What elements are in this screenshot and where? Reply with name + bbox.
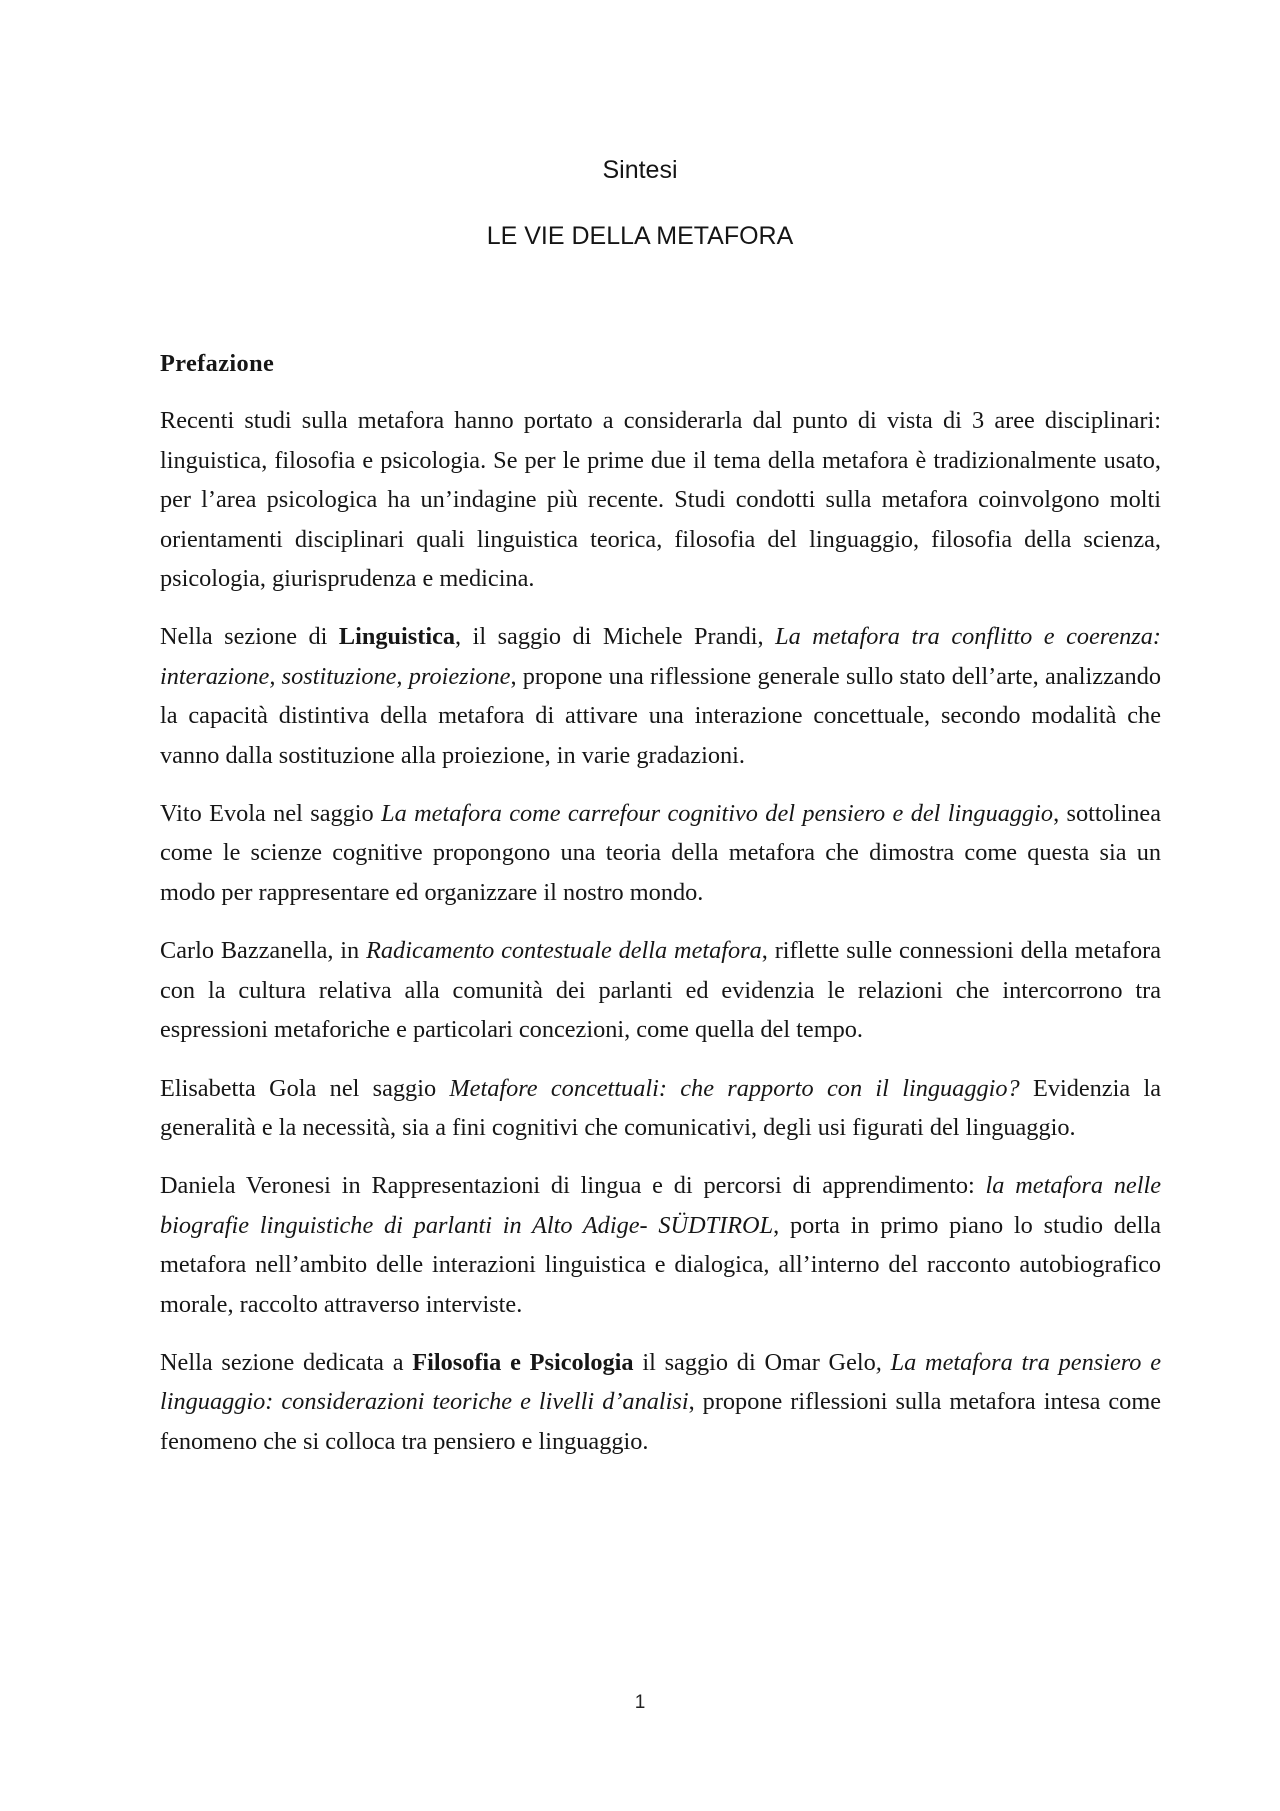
paragraph-text: Carlo Bazzanella, in: [160, 937, 367, 965]
essay-title: la metafora nelle biografie linguistiche di parlanti in Alto Adige- SÜDTIROL: [160, 1172, 1161, 1239]
section-heading: Prefazione: [160, 350, 275, 377]
paragraph-text: Daniela Veronesi in Rappresentazioni di lingua e di percorsi di apprendimento:: [160, 1172, 986, 1200]
paragraph-text: , porta in primo piano lo studio della metafora nell’ambito delle interazioni linguistica e dialogica, all’interno del racconto autobiografico morale, raccolto attraverso interviste.: [160, 1211, 1161, 1318]
paragraph-filosofia: [160, 1343, 1161, 1461]
paragraph-text: , propone riflessioni sulla metafora intesa come fenomeno che si colloca tra pensiero e linguaggio.: [160, 1388, 1161, 1455]
paragraph-text: Nella sezione di: [160, 623, 339, 651]
paragraph-text: il saggio di Omar Gelo: [633, 1348, 876, 1376]
paragraph-text: , propone una riflessione generale sullo stato dell’arte, analizzando la capacità distintiva della metafora di attivare una interazione concettuale, secondo modalità che vanno dalla sostituzione alla proiezione, in varie gradazioni.: [160, 662, 1161, 769]
essay-title: La metafora come carrefour cognitivo del pensiero e del linguaggio: [381, 800, 1054, 828]
essay-title: Radicamento contestuale della metafora: [366, 937, 762, 965]
bold-term: Linguistica: [338, 623, 456, 651]
document-body: [160, 344, 1161, 1461]
essay-title: , La metafora tra pensiero e linguaggio: considerazioni teoriche e livelli d’analisi: [160, 1348, 1161, 1416]
paragraph-text: Elisabetta Gola nel saggio: [160, 1074, 450, 1102]
paragraph-linguistica: [160, 617, 1161, 775]
paragraph-gola: [160, 1069, 1161, 1148]
page-number: 1: [634, 1692, 646, 1713]
paragraph-intro: [160, 401, 1161, 598]
paragraph-text: Recenti studi sulla metafora hanno portato a considerarla dal punto di vista di 3 aree disciplinari: linguistica, filosofia e psicologia. Se per le prime due il tema della metafora è tradizionalmente usato, per l’area psicologica ha un’indagine più recente. Studi condotti sulla metafora coinvolgono molti orientamenti disciplinari quali linguistica teorica, filosofia del linguaggio, filosofia della scienza, psicologia, giurisprudenza e medicina.: [160, 407, 1161, 593]
bold-term: Filosofia e Psicologia: [412, 1348, 634, 1376]
paragraph-text: Vito Evola nel saggio: [160, 800, 382, 828]
paragraph-bazzanella: [160, 931, 1161, 1049]
paragraph-text: Nella sezione dedicata a: [160, 1348, 413, 1376]
document-title: Sintesi: [602, 156, 678, 184]
paragraph-evola: [160, 794, 1161, 912]
essay-title: Metafore concettuali: che rapporto con il linguaggio?: [449, 1074, 1020, 1102]
essay-title: La metafora tra conflitto e coerenza: interazione, sostituzione, proiezione: [160, 623, 1161, 690]
paragraph-text: Evidenzia la generalità e la necessità, sia a fini cognitivi che comunicativi, degli usi figurati del linguaggio.: [160, 1074, 1161, 1141]
paragraph-text: , riflette sulle connessioni della metafora con la cultura relativa alla comunità dei parlanti ed evidenzia le relazioni che intercorrono tra espressioni metaforiche e particolari concezioni, come quella del tempo.: [160, 937, 1162, 1044]
document-subtitle: LE VIE DELLA METAFORA: [486, 222, 794, 250]
paragraph-text: , il saggio di Michele Prandi,: [455, 623, 776, 651]
paragraph-text: , sottolinea come le scienze cognitive propongono una teoria della metafora che dimostra come questa sia un modo per rappresentare ed organizzare il nostro mondo.: [160, 800, 1161, 906]
paragraph-veronesi: [160, 1166, 1161, 1324]
